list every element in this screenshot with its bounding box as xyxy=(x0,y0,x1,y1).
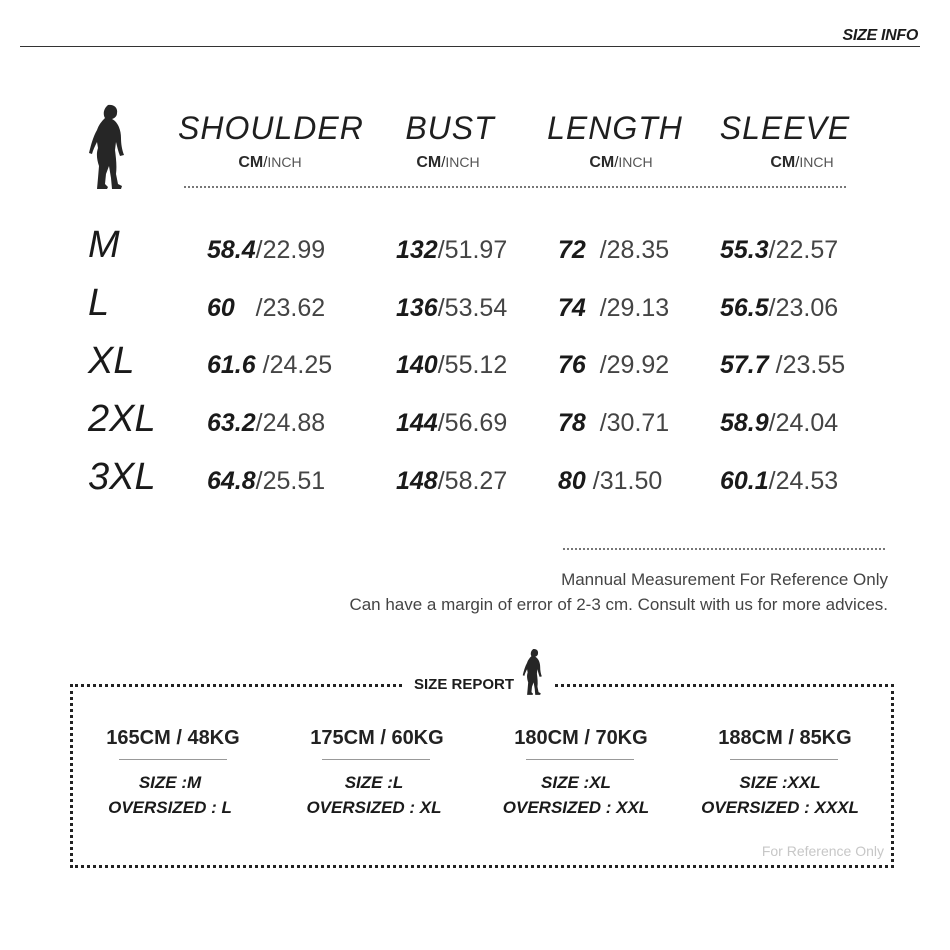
cell-xl-sleeve: 57.7 /23.55 xyxy=(720,351,846,379)
page-title: SIZE INFO xyxy=(842,27,918,44)
report-divider xyxy=(730,759,838,760)
column-header-bust: BUST xyxy=(405,110,495,146)
report-oversized: OVERSIZED : XXL xyxy=(502,798,650,817)
cell-xl-shoulder: 61.6 /24.25 xyxy=(207,351,333,379)
column-header-sleeve: SLEEVE xyxy=(719,110,851,146)
ape-figure-icon xyxy=(84,104,128,190)
report-size: SIZE :XXL xyxy=(739,773,821,792)
column-unit-sleeve: CM/INCH xyxy=(770,154,834,171)
report-body-stats: 175CM / 60KG xyxy=(310,727,444,749)
column-header-shoulder: SHOULDER xyxy=(178,110,364,146)
size-report-title: SIZE REPORT xyxy=(414,676,515,693)
size-report-heading xyxy=(404,640,554,696)
report-divider xyxy=(119,759,227,760)
cell-l-bust: 136/53.54 xyxy=(396,294,508,322)
report-body-stats: 188CM / 85KG xyxy=(718,727,852,749)
cell-3xl-length: 80 /31.50 xyxy=(558,467,663,495)
header-divider xyxy=(20,46,920,47)
size-label-xl: XL xyxy=(88,340,135,382)
column-unit-shoulder: CM/INCH xyxy=(238,154,302,171)
header-dotted-divider xyxy=(184,186,846,188)
size-label-2xl: 2XL xyxy=(88,398,156,440)
cell-3xl-shoulder: 64.8/25.51 xyxy=(207,467,326,495)
cell-xl-length: 76 /29.92 xyxy=(558,351,670,379)
cell-2xl-sleeve: 58.9/24.04 xyxy=(720,409,839,437)
report-oversized: OVERSIZED : L xyxy=(108,798,232,817)
report-oversized: OVERSIZED : XXXL xyxy=(701,798,859,817)
column-unit-bust: CM/INCH xyxy=(416,154,480,171)
ape-figure-icon xyxy=(520,648,544,696)
size-label-3xl: 3XL xyxy=(88,456,156,498)
report-size: SIZE :L xyxy=(344,773,404,792)
report-divider xyxy=(322,759,430,760)
margin-of-error-note: Can have a margin of error of 2-3 cm. Consult with us for more advices. xyxy=(349,595,888,614)
report-footnote: For Reference Only xyxy=(761,843,884,859)
report-oversized: OVERSIZED : XL xyxy=(306,798,442,817)
column-header-length: LENGTH xyxy=(547,110,683,146)
cell-2xl-length: 78 /30.71 xyxy=(558,409,670,437)
cell-m-bust: 132/51.97 xyxy=(396,236,508,264)
report-size: SIZE :M xyxy=(138,773,202,792)
cell-m-sleeve: 55.3/22.57 xyxy=(720,236,839,264)
size-label-m: M xyxy=(88,224,120,266)
cell-3xl-sleeve: 60.1/24.53 xyxy=(720,467,839,495)
report-size: SIZE :XL xyxy=(541,773,611,792)
report-divider xyxy=(526,759,634,760)
cell-3xl-bust: 148/58.27 xyxy=(396,467,508,495)
cell-l-length: 74 /29.13 xyxy=(558,294,670,322)
column-unit-length: CM/INCH xyxy=(589,154,653,171)
size-label-l: L xyxy=(88,282,110,324)
cell-l-sleeve: 56.5/23.06 xyxy=(720,294,839,322)
report-body-stats: 180CM / 70KG xyxy=(514,727,648,749)
cell-2xl-shoulder: 63.2/24.88 xyxy=(207,409,326,437)
note-dotted-divider xyxy=(563,548,885,550)
measurement-note: Mannual Measurement For Reference Only xyxy=(561,570,888,589)
cell-2xl-bust: 144/56.69 xyxy=(396,409,508,437)
cell-l-shoulder: 60 /23.62 xyxy=(207,294,326,322)
cell-m-length: 72 /28.35 xyxy=(558,236,670,264)
cell-xl-bust: 140/55.12 xyxy=(396,351,508,379)
cell-m-shoulder: 58.4/22.99 xyxy=(207,236,326,264)
report-body-stats: 165CM / 48KG xyxy=(106,727,240,749)
